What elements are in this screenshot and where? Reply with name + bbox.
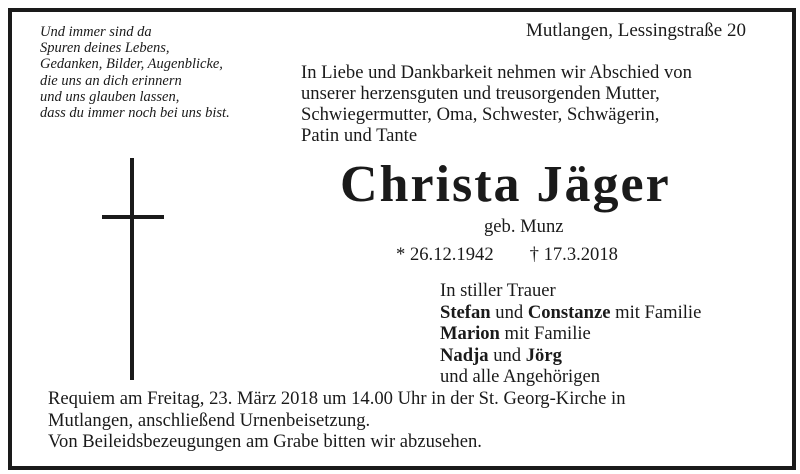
cross-icon: [102, 158, 164, 380]
mourner-line: [440, 302, 701, 324]
poem-line: dass du immer noch bei uns bist.: [40, 105, 230, 122]
funeral-line: Von Beileidsbezeugungen am Grabe bitten wir abzusehen.: [48, 431, 482, 452]
mourner-name: Constanze: [527, 301, 611, 323]
funeral-line: Mutlangen, anschließend Urnenbeisetzung.: [48, 409, 371, 431]
intro-text: [301, 62, 771, 146]
death-date: † 17.3.2018: [529, 244, 618, 265]
mourner-suffix: mit Familie: [499, 323, 591, 344]
intro-line: Schwiegermutter, Oma, Schwester, Schwägerin,: [301, 104, 660, 125]
birth-name: geb. Munz: [484, 216, 564, 237]
mourner-name: Stefan: [440, 301, 491, 323]
mourner-suffix: mit Familie: [610, 301, 702, 323]
intro-line: Patin und Tante: [301, 125, 418, 146]
life-dates: [396, 244, 618, 266]
mourners-closing: und alle Angehörigen: [440, 366, 601, 387]
mourner-line: [440, 345, 701, 367]
funeral-info: [48, 388, 768, 453]
intro-line: In Liebe und Dankbarkeit nehmen wir Abschied von: [301, 62, 692, 83]
poem-line: die uns an dich erinnern: [40, 72, 182, 89]
poem-line: und uns glauben lassen,: [40, 88, 180, 105]
mourner-name: Marion: [440, 323, 500, 344]
birth-date: * 26.12.1942: [396, 244, 494, 265]
funeral-line: Requiem am Freitag, 23. März 2018 um 14.00 Uhr in der St. Georg-Kirche in: [48, 388, 626, 409]
mourners-list: [440, 280, 701, 388]
mourner-line: [440, 323, 701, 345]
connector: und: [490, 301, 528, 323]
connector: und: [488, 344, 526, 366]
mourner-name: Jörg: [525, 344, 562, 366]
mourners-heading: In stiller Trauer: [440, 280, 556, 301]
intro-line: unserer herzensguten und treusorgenden Mutter,: [301, 83, 660, 104]
poem-line: Spuren deines Lebens,: [40, 40, 170, 57]
memorial-poem: [40, 24, 290, 121]
mourner-name: Nadja: [440, 344, 489, 366]
poem-line: Gedanken, Bilder, Augenblicke,: [40, 56, 223, 73]
poem-line: Und immer sind da: [40, 24, 152, 40]
address: Mutlangen, Lessingstraße 20: [525, 20, 746, 41]
deceased-name: Christa Jäger: [340, 156, 671, 213]
